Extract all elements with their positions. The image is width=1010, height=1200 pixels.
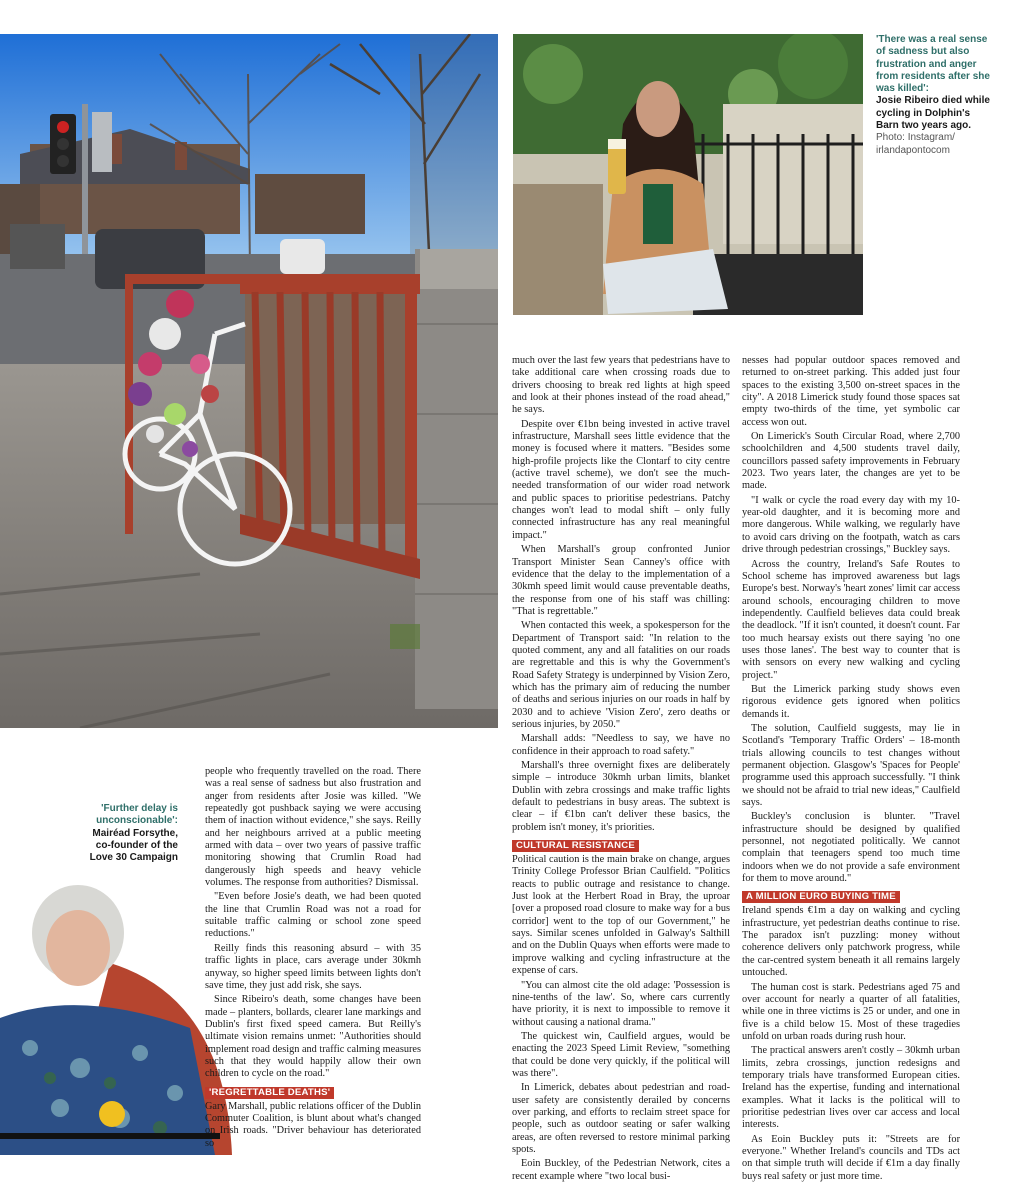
- paragraph: "I walk or cycle the road every day with my 10-year-old daughter, and it is becoming more and more dangerous. While walking, we regularly have to avoid cars driving on the footpath, watch as cars drive through pedestrian crossings," Buckley says.: [742, 494, 960, 556]
- caption-quote: 'There was a real sense of sadness but also frustration and anger from residents after she was killed':: [876, 34, 990, 95]
- section-subhead: CULTURAL RESISTANCE: [512, 840, 639, 852]
- paragraph: "Even before Josie's death, we had been quoted the line that Crumlin Road was not a road for suitable traffic calming or school zone speed reductions.": [205, 891, 421, 940]
- caption-credit: Photo: Instagram/ irlandapontocom: [876, 132, 955, 156]
- paragraph: When Marshall's group confronted Junior Transport Minister Sean Canney's office with evidence that the delay to the implementation of a 30kmh speed limit would cause preventable deaths, the response from one of his staff was chilling: "That is regrettable.": [512, 544, 730, 617]
- paragraph: Gary Marshall, public relations officer of the Dublin Commuter Coalition, is blunt about what's changed on Irish roads. "Driver behaviour has deteriorated so: [205, 1100, 421, 1149]
- paragraph: people who frequently travelled on the road. There was a real sense of sadness but also frustration and anger from residents after Josie was killed. "We repeatedly got pushback saying we were accusing them of inaction without evidence," she says. Reilly and her neighbours arrived at a public meeting armed with data – over two years of passive traffic monitoring showing that Crumlin Road had dangerously high speeds and heavy vehicle volumes. The response from authorities? Dismissal.: [205, 766, 421, 889]
- article-column-2: [512, 355, 730, 1185]
- paragraph: As Eoin Buckley puts it: "Streets are for everyone." Whether Ireland's councils and TDs act on that simple truth will decide if €1m a day finally buys real safety or just more time.: [742, 1133, 960, 1182]
- paragraph: On Limerick's South Circular Road, where 2,700 schoolchildren and 4,500 students travel daily, councillors passed safety improvements in February 2023. Two years later, the changes are yet to be made.: [742, 431, 960, 492]
- ghost-bike-street-photo: [0, 34, 498, 728]
- paragraph: Across the country, Ireland's Safe Routes to School scheme has improved awareness but lags Europe's best. Norway's 'heart zones' limit car access around schools, encouraging children to move independently. Caulfield believes data could break the deadlock. "If it isn't counted, it doesn't count. Far too much hearsay exists out there saying 'no one uses those lanes'. The best way to counter that is with sensors on every new walking and cycling project.": [742, 558, 960, 681]
- paragraph: much over the last few years that pedestrians have to take additional care when crossing roads due to drivers choosing to break red lights at high speed and look at their phones instead of the road ahead," he says.: [512, 355, 730, 416]
- caption-quote: 'Further delay is unconscionable':: [96, 803, 178, 827]
- paragraph: Political caution is the main brake on change, argues Trinity College Professor Brian Caulfield. "Politics reacts to public outrage and resistance to change. Just look at the Herbert Road in Bray, the uproar [over a proposed road closure to make way for a bus corridor] went to the top of our Government," he says. Similar scenes unfolded in Galway's Salthill and on the Dublin Quays when efforts were made to improve walking and cycling infrastructure at the expense of cars.: [512, 854, 730, 977]
- photo-caption-mairead: [76, 803, 178, 864]
- paragraph: When contacted this week, a spokesperson for the Department of Transport said: "In relation to the quoted comment, any and all fatalities on our roads are regrettable and this is why the Government's Road Safety Strategy is underpinned by Vision Zero, which has the primary aim of reducing the number of deaths and serious injuries on our roads in half by 2030 and to achieve 'Vision Zero', zero deaths or serious injuries, by 2050.": [512, 620, 730, 730]
- paragraph: In Limerick, debates about pedestrian and road-user safety are consistently derailed by concerns over parking, and efforts to reclaim street space for people, such as outdoor seating or safer walking areas, are often reversed to restore minimal parking spots.: [512, 1082, 730, 1155]
- section-subhead: 'REGRETTABLE DEATHS': [205, 1087, 334, 1099]
- paragraph: "You can almost cite the old adage: 'Possession is nine-tenths of the law'. So, where cars currently have priority, it is next to impossible to remove it without causing a national drama.": [512, 979, 730, 1028]
- paragraph: Since Ribeiro's death, some changes have been made – planters, bollards, clearer lane markings and Dublin's first fixed speed camera. But Reilly's ultimate vision remains unmet: "Authorities should implement road design and traffic calming measures such that they would happily allow their own children to cycle on the road.": [205, 994, 421, 1080]
- paragraph: Despite over €1bn being invested in active travel infrastructure, Marshall sees little evidence that the money is focused where it matters. "Besides some high-profile projects like the Clontarf to city centre (active travel scheme), we don't see the much-needed transformation of our wider road network and public spaces to prioritise pedestrians. Patchy changes won't lead to modal shift – only fully connected infrastructure has any real meaningful impact.": [512, 418, 730, 541]
- section-subhead: A MILLION EURO BUYING TIME: [742, 891, 900, 903]
- paragraph: Eoin Buckley, of the Pedestrian Network, cites a recent example where "two local busi-: [512, 1158, 730, 1182]
- paragraph: Buckley's conclusion is blunter. "Travel infrastructure should be designed by qualified personnel, not negotiated politically. We cannot complain that teenagers spend too much time indoors when we do not provide a safe environment for them to move around.": [742, 811, 960, 885]
- paragraph: Marshall adds: "Needless to say, we have no confidence in their approach to road safety.": [512, 733, 730, 757]
- paragraph: Ireland spends €1m a day on walking and cycling infrastructure, yet pedestrian deaths continue to rise. The paradox isn't puzzling: money without coherence delivers only patchwork progress, while the car-centred system beneath it all remains largely untouched.: [742, 905, 960, 979]
- article-column-1: [205, 766, 421, 1152]
- paragraph: The human cost is stark. Pedestrians aged 75 and over account for nearly a quarter of all fatalities, while one in three victims is 25 or under, and one in five is a child below 15. Most of these tragedies unfold on urban roads during rush hour.: [742, 981, 960, 1042]
- paragraph: Reilly finds this reasoning absurd – with 35 traffic lights in place, cars average under 30kmh anyway, so higher speed limits between lights don't save time, they just add risk, she says.: [205, 942, 421, 991]
- mairead-forsythe-photo: [0, 878, 232, 1155]
- paragraph: The solution, Caulfield suggests, may lie in Scotland's 'Temporary Traffic Orders' – 18-month trials allowing councils to test changes without permanent objection. Glasgow's 'Spaces for People' programme used this approach successfully. "I think we should not be afraid to trial new ideas," Caulfield says.: [742, 722, 960, 809]
- josie-ribeiro-photo: [513, 34, 863, 315]
- paragraph: nesses had popular outdoor spaces removed and returned to on-street parking. This added just four spaces to the existing 3,500 on-street spaces in the city". A 2018 Limerick study found those spaces sat empty two-thirds of the time, yet symbolic car access won out.: [742, 355, 960, 428]
- article-column-3: [742, 355, 960, 1185]
- paragraph: Marshall's three overnight fixes are deliberately simple – introduce 30kmh urban limits, blanket Dublin with zebra crossings and make traffic lights default to pedestrians in busy areas. The subtext is clear – if €1bn can't deliver these basics, the problem isn't money, it's priorities.: [512, 760, 730, 833]
- paragraph: The practical answers aren't costly – 30kmh urban limits, zebra crossings, junction redesigns and temporary trials have transformed European cities. Ireland has the expertise, funding and international examples. What it lacks is the political will to prioritise pedestrian lives over car access and local interests.: [742, 1045, 960, 1131]
- photo-caption-josie: [876, 34, 994, 157]
- caption-description: Mairéad Forsythe, co-founder of the Love 30 Campaign: [89, 827, 178, 864]
- caption-description: Josie Ribeiro died while cycling in Dolphin's Barn two years ago.: [876, 95, 990, 132]
- paragraph: But the Limerick parking study shows even rigorous evidence gets ignored when politics demands it.: [742, 683, 960, 720]
- paragraph: The quickest win, Caulfield argues, would be enacting the 2023 Speed Limit Review, "something that could be done very quickly, if the political will was there".: [512, 1030, 730, 1079]
